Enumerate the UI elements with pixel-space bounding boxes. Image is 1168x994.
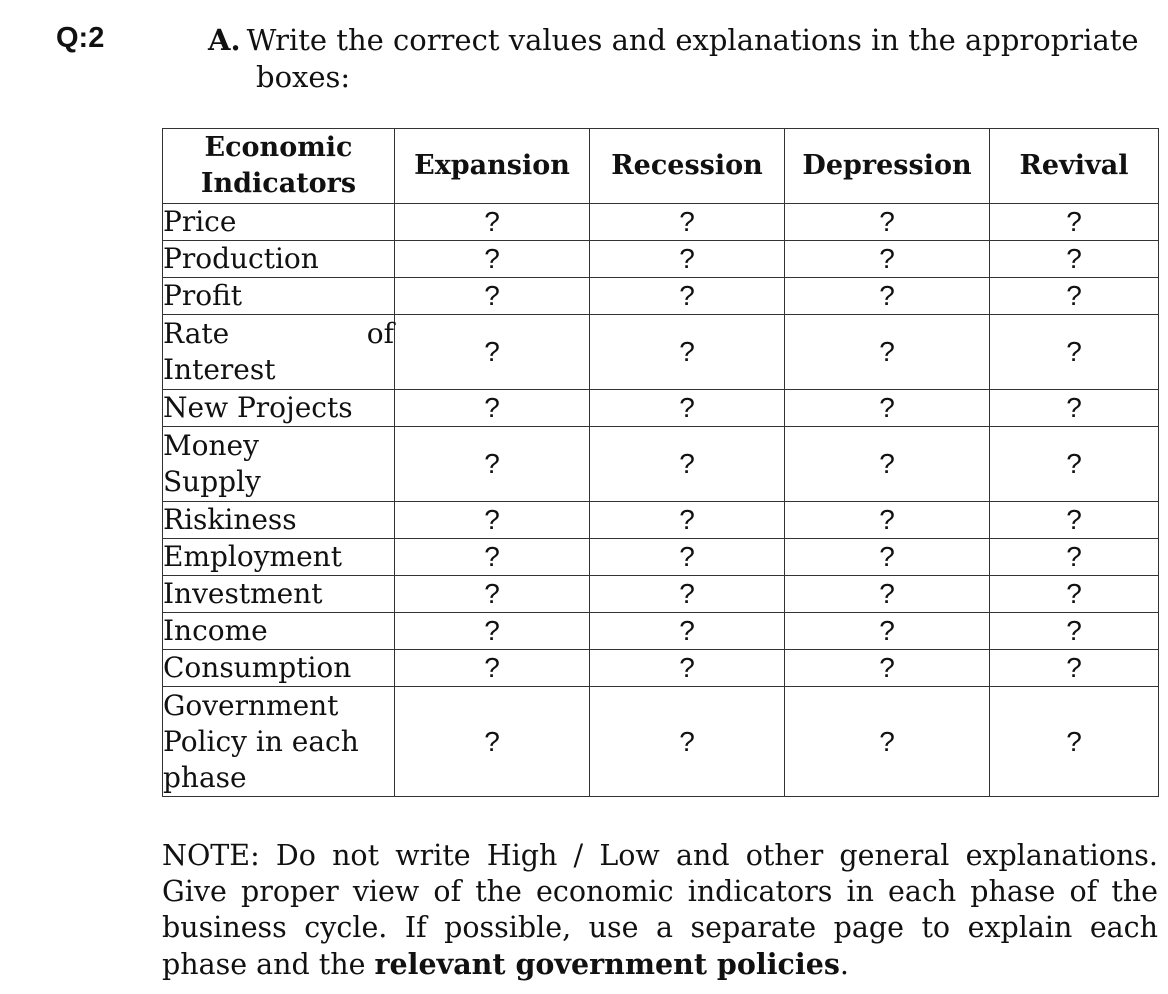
row-label-profit: Profit [163, 278, 395, 315]
row-label-consumption: Consumption [163, 650, 395, 687]
header-expansion: Expansion [395, 129, 590, 204]
cell-investment-recession[interactable]: ? [590, 576, 785, 613]
header-depression: Depression [785, 129, 990, 204]
cell-investment-revival[interactable]: ? [990, 576, 1159, 613]
row-label-production: Production [163, 241, 395, 278]
table-header-row [163, 129, 1159, 204]
business-cycle-table [162, 128, 1159, 797]
header-indicator-line-1: Economic [204, 132, 353, 163]
cell-money-revival[interactable]: ? [990, 427, 1159, 502]
cell-projects-recession[interactable]: ? [590, 390, 785, 427]
table-row [163, 613, 1159, 650]
cell-consumption-expansion[interactable]: ? [395, 650, 590, 687]
cell-money-expansion[interactable]: ? [395, 427, 590, 502]
cell-price-expansion[interactable]: ? [395, 204, 590, 241]
question-number: Q:2 [56, 22, 105, 54]
cell-consumption-recession[interactable]: ? [590, 650, 785, 687]
cell-income-depression[interactable]: ? [785, 613, 990, 650]
government-policy-line-3: phase [163, 760, 247, 794]
note-text: NOTE: Do not write High / Low and other general explanations. Give proper view of the economic indicators in each phase of the business cycle. If possible, use a separate page to explain each phase and the [162, 839, 1158, 981]
table-row [163, 502, 1159, 539]
of-word: of [366, 317, 394, 350]
cell-projects-depression[interactable]: ? [785, 390, 990, 427]
cell-price-revival[interactable]: ? [990, 204, 1159, 241]
cell-consumption-revival[interactable]: ? [990, 650, 1159, 687]
cell-risk-expansion[interactable]: ? [395, 502, 590, 539]
table-row [163, 427, 1159, 502]
cell-investment-depression[interactable]: ? [785, 576, 990, 613]
table-row [163, 576, 1159, 613]
header-recession: Recession [590, 129, 785, 204]
table-row [163, 204, 1159, 241]
cell-money-depression[interactable]: ? [785, 427, 990, 502]
cell-policy-recession[interactable]: ? [590, 687, 785, 797]
note-text-end: . [839, 948, 849, 981]
cell-policy-depression[interactable]: ? [785, 687, 990, 797]
cell-employment-expansion[interactable]: ? [395, 539, 590, 576]
row-label-employment: Employment [163, 539, 395, 576]
header-indicator-line-2: Indicators [200, 168, 357, 199]
table-row [163, 539, 1159, 576]
government-policy-line-1: Government [163, 688, 339, 722]
row-label-riskiness: Riskiness [163, 502, 395, 539]
table-row [163, 315, 1159, 390]
money-supply-line-2: Supply [163, 465, 261, 498]
cell-employment-recession[interactable]: ? [590, 539, 785, 576]
row-label-rate-of-interest [163, 315, 395, 390]
cell-production-revival[interactable]: ? [990, 241, 1159, 278]
rate-word: Rate [163, 317, 230, 350]
cell-income-revival[interactable]: ? [990, 613, 1159, 650]
rate-of-interest-line-1 [163, 316, 394, 352]
row-label-new-projects: New Projects [163, 390, 395, 427]
table-row [163, 241, 1159, 278]
cell-consumption-depression[interactable]: ? [785, 650, 990, 687]
cell-production-depression[interactable]: ? [785, 241, 990, 278]
cell-profit-recession[interactable]: ? [590, 278, 785, 315]
instruction-line-2: boxes: [256, 60, 351, 94]
row-label-government-policy [163, 687, 395, 797]
cell-risk-depression[interactable]: ? [785, 502, 990, 539]
table-row [163, 390, 1159, 427]
cell-interest-recession[interactable]: ? [590, 315, 785, 390]
note-bold-text: relevant government policies [374, 947, 840, 981]
cell-projects-expansion[interactable]: ? [395, 390, 590, 427]
row-label-income: Income [163, 613, 395, 650]
header-economic-indicators [163, 129, 395, 204]
cell-income-recession[interactable]: ? [590, 613, 785, 650]
cell-profit-revival[interactable]: ? [990, 278, 1159, 315]
cell-policy-expansion[interactable]: ? [395, 687, 590, 797]
cell-employment-revival[interactable]: ? [990, 539, 1159, 576]
instruction-text [208, 22, 1158, 96]
row-label-money-supply [163, 427, 395, 502]
cell-investment-expansion[interactable]: ? [395, 576, 590, 613]
money-supply-line-1: Money [163, 429, 259, 462]
cell-policy-revival[interactable]: ? [990, 687, 1159, 797]
table-row [163, 650, 1159, 687]
cell-profit-expansion[interactable]: ? [395, 278, 590, 315]
row-label-investment: Investment [163, 576, 395, 613]
table-row [163, 687, 1159, 797]
table-row [163, 278, 1159, 315]
note-paragraph [162, 838, 1158, 983]
cell-projects-revival[interactable]: ? [990, 390, 1159, 427]
header-revival: Revival [990, 129, 1159, 204]
part-label: A. [208, 23, 241, 57]
cell-income-expansion[interactable]: ? [395, 613, 590, 650]
rate-of-interest-line-2: Interest [163, 353, 276, 386]
cell-risk-revival[interactable]: ? [990, 502, 1159, 539]
instruction-line-1: Write the correct values and explanations in the appropriate [246, 23, 1139, 57]
cell-interest-revival[interactable]: ? [990, 315, 1159, 390]
government-policy-line-2: Policy in each [163, 724, 359, 758]
cell-production-expansion[interactable]: ? [395, 241, 590, 278]
cell-risk-recession[interactable]: ? [590, 502, 785, 539]
cell-employment-depression[interactable]: ? [785, 539, 990, 576]
cell-production-recession[interactable]: ? [590, 241, 785, 278]
cell-interest-expansion[interactable]: ? [395, 315, 590, 390]
cell-interest-depression[interactable]: ? [785, 315, 990, 390]
row-label-price: Price [163, 204, 395, 241]
cell-price-depression[interactable]: ? [785, 204, 990, 241]
cell-price-recession[interactable]: ? [590, 204, 785, 241]
cell-profit-depression[interactable]: ? [785, 278, 990, 315]
cell-money-recession[interactable]: ? [590, 427, 785, 502]
